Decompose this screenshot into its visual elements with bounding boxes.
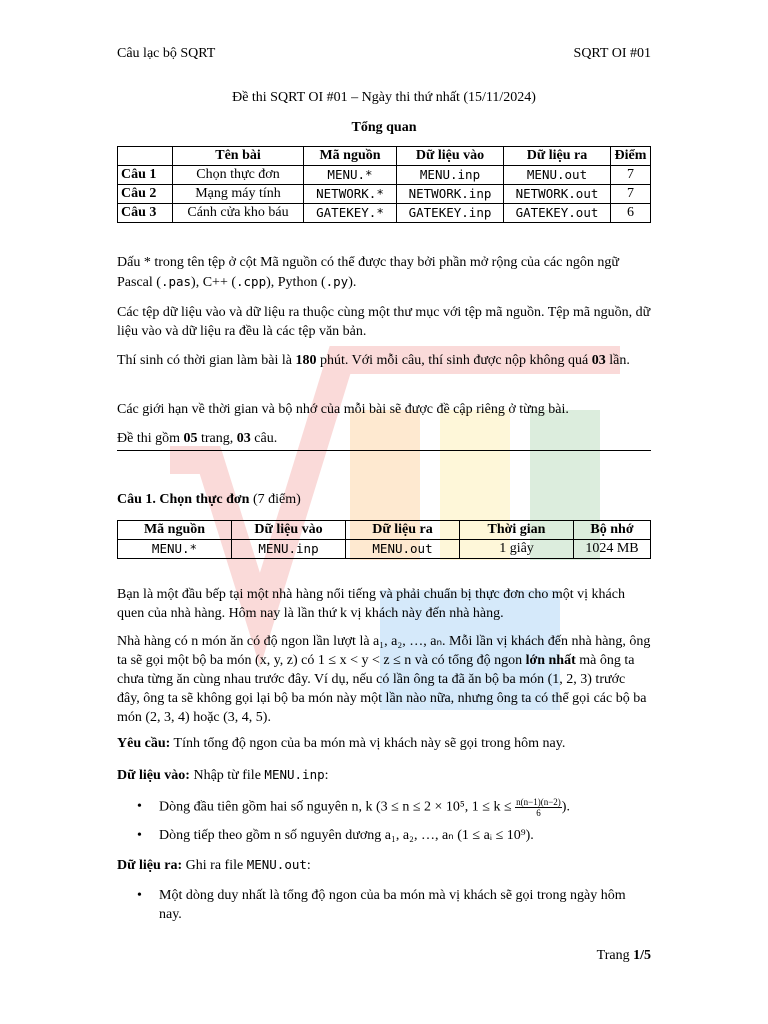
row-output: NETWORK.out (504, 185, 611, 204)
problem1-heading (117, 490, 651, 509)
note-pages (117, 429, 651, 448)
fraction-denominator: 6 (536, 808, 541, 818)
cell-memory: 1024 MB (574, 540, 651, 559)
row-points: 7 (611, 185, 651, 204)
col-output: Dữ liệu ra (346, 521, 460, 540)
output-colon: : (306, 858, 311, 873)
row-input: MENU.inp (397, 166, 504, 185)
problem1-input-heading (117, 765, 651, 785)
bullet-dot-icon: • (137, 799, 142, 814)
row-id: Câu 1 (118, 166, 173, 185)
fraction (515, 797, 562, 818)
row-source: NETWORK.* (304, 185, 397, 204)
description-text: mà ông ta chưa từng ăn cùng nhau trước đây. Ví dụ, nếu có lần ông ta đã ăn bộ ba món (1, 2, 3) trước đây, ông ta sẽ không gọi lại bộ ba món này một lần nào nữa, nhưng ông ta có thể gọi các bộ ba món (2, 3, 4) hoặc (3, 4, 5). (117, 653, 647, 725)
note-text: ), Python ( (266, 275, 326, 290)
input-text: Nhập từ file (189, 768, 265, 783)
col-input: Dữ liệu vào (397, 147, 504, 166)
row-name: Chọn thực đơn (173, 166, 304, 185)
input-label: Dữ liệu vào: (117, 768, 190, 783)
col-input: Dữ liệu vào (232, 521, 346, 540)
output-file: MENU.out (246, 857, 307, 872)
problem1-title: Câu 1. Chọn thực đơn (117, 492, 250, 507)
col-output: Dữ liệu ra (504, 147, 611, 166)
table-row (118, 540, 651, 559)
question-count: 03 (236, 431, 251, 446)
input-file: MENU.inp (264, 767, 325, 782)
bullet-dot-icon: • (137, 888, 142, 903)
output-text: Ghi ra file (182, 858, 247, 873)
row-name: Cánh cửa kho báu (173, 204, 304, 223)
ext-pas: .pas (160, 274, 192, 289)
output-label: Dữ liệu ra: (117, 858, 183, 873)
note-extensions (117, 253, 651, 292)
note-text: Thí sinh có thời gian làm bài là (117, 353, 296, 368)
note-text: phút. Với mỗi câu, thí sinh được nộp không quá (316, 353, 592, 368)
row-name: Mạng máy tính (173, 185, 304, 204)
page-footer (117, 946, 651, 965)
row-source: MENU.* (304, 166, 397, 185)
note-limits: Các giới hạn về thời gian và bộ nhớ của mỗi bài sẽ được đề cập riêng ở từng bài. (117, 402, 569, 417)
row-points: 6 (611, 204, 651, 223)
row-output: GATEKEY.out (504, 204, 611, 223)
limits-header-row (118, 521, 651, 540)
input-colon: : (324, 768, 329, 783)
note-text: Đề thi gồm (117, 431, 184, 446)
row-id: Câu 3 (118, 204, 173, 223)
submission-limit-value: 03 (591, 353, 606, 368)
table-row (118, 166, 651, 185)
col-time: Thời gian (460, 521, 574, 540)
cell-output: MENU.out (346, 540, 460, 559)
note-text: câu. (250, 431, 278, 446)
bullet-text-part: Dòng đầu tiên gồm hai số nguyên n, k (3 ≤ n ≤ 2 × 10⁵, 1 ≤ k ≤ (159, 799, 516, 815)
row-input: GATEKEY.inp (397, 204, 504, 223)
row-points: 7 (611, 166, 651, 185)
description-emphasis: lớn nhất (525, 653, 576, 668)
bullet-text: Dòng tiếp theo gồm n số nguyên dương a₁, a₂, …, aₙ (1 ≤ aᵢ ≤ 10⁹). (159, 828, 534, 843)
page-label: Trang (596, 948, 634, 963)
cell-time: 1 giây (460, 540, 574, 559)
requirement-text: Tính tổng độ ngon của ba món mà vị khách này sẽ gọi trong hôm nay. (170, 736, 566, 751)
problem1-intro: Bạn là một đầu bếp tại một nhà hàng nổi tiếng và phải chuẩn bị thực đơn cho một vị khách quen của nhà hàng. Hôm nay là lần thứ k vị khách này đến nhà hàng. (117, 587, 625, 621)
row-output: MENU.out (504, 166, 611, 185)
note-text: lần. (605, 353, 630, 368)
ext-cpp: .cpp (236, 274, 267, 289)
cell-source: MENU.* (118, 540, 232, 559)
page-count: 05 (183, 431, 198, 446)
page-number: 1/5 (633, 948, 651, 963)
time-limit-value: 180 (295, 353, 317, 368)
problem1-points: (7 điểm) (252, 492, 301, 507)
note-files: Các tệp dữ liệu vào và dữ liệu ra thuộc cùng một thư mục với tệp mã nguồn. Tệp mã nguồn, dữ liệu vào và dữ liệu ra đều là các tệp văn bản. (117, 305, 651, 339)
ext-py: .py (325, 274, 349, 289)
note-text: ), C++ ( (191, 275, 236, 290)
col-name: Tên bài (173, 147, 304, 166)
requirement-label: Yêu cầu: (117, 736, 171, 751)
cell-input: MENU.inp (232, 540, 346, 559)
table-row (118, 204, 651, 223)
col-memory: Bộ nhớ (574, 521, 651, 540)
header-left: Câu lạc bộ SQRT (117, 46, 216, 61)
description-text: Nhà hàng có n món ăn có độ ngon lần lượt là a₁, a₂, …, aₙ. Mỗi lần vị khách đến nhà hàng, ông ta sẽ gọi một bộ ba món (x, y, z) có 1 ≤ x < y < z ≤ n và có tổng độ ngon (117, 634, 651, 668)
row-source: GATEKEY.* (304, 204, 397, 223)
col-empty (118, 147, 173, 166)
col-points: Điểm (611, 147, 651, 166)
problem1-output-heading (117, 855, 651, 875)
overview-table (117, 146, 651, 223)
note-text: ). (348, 275, 357, 290)
bullet-text: Một dòng duy nhất là tổng độ ngon của ba món mà vị khách sẽ gọi trong ngày hôm nay. (159, 888, 626, 922)
fraction-numerator: n(n−1)(n−2) (516, 797, 561, 807)
note-text: trang, (197, 431, 237, 446)
col-source: Mã nguồn (304, 147, 397, 166)
problem1-description (117, 632, 651, 727)
row-input: NETWORK.inp (397, 185, 504, 204)
page-header (117, 44, 651, 63)
exam-title: Đề thi SQRT OI #01 – Ngày thi thứ nhất (15/11/2024) (232, 90, 536, 105)
overview-heading: Tổng quan (351, 120, 417, 135)
bullet-text (159, 797, 651, 818)
header-right: SQRT OI #01 (573, 46, 651, 61)
row-id: Câu 2 (118, 185, 173, 204)
bullet-text-part: ). (561, 799, 570, 815)
overview-header-row (118, 147, 651, 166)
bullet-dot-icon: • (137, 828, 142, 843)
table-row (118, 185, 651, 204)
note-text: Dấu * trong tên tệp ở cột Mã nguồn có thể được thay bởi phần mở rộng của các ngôn ngữ Pascal ( (117, 255, 619, 290)
problem1-requirement (117, 734, 651, 753)
note-time (117, 351, 651, 370)
problem1-limits-table (117, 520, 651, 559)
section-divider (117, 450, 651, 451)
col-source: Mã nguồn (118, 521, 232, 540)
